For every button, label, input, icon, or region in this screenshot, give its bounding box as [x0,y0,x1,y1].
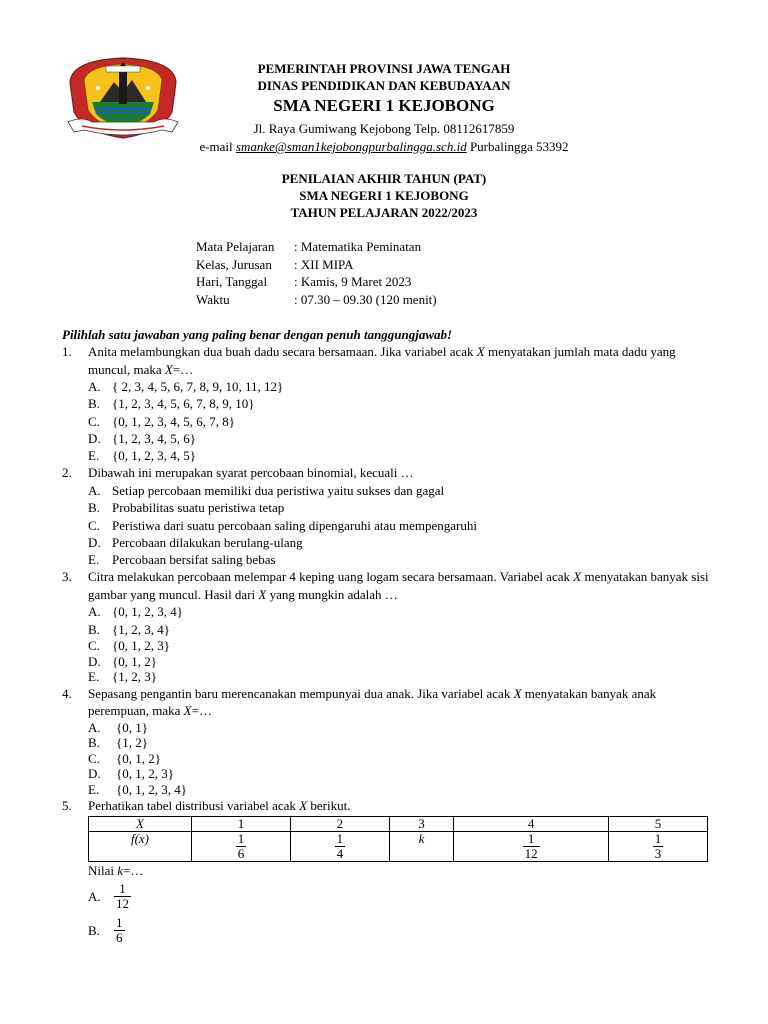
option-letter: B. [88,735,100,751]
numerator: 1 [237,830,245,846]
math-var: X [299,798,308,814]
department-line: DINAS PENDIDIKAN DAN KEBUDAYAAN [257,78,511,93]
table-cell [290,831,389,861]
table-row [89,831,708,861]
table-cell: 1 [192,816,291,831]
school-address: Jl. Raya Gumiwang Kejobong Telp. 08112617859 [253,121,515,136]
denominator: 6 [116,929,123,945]
question-stem [88,685,712,720]
option-text: {1, 2, 3, 4} [112,621,170,637]
stem-text: berikut. [307,798,351,814]
option-text: {0, 1, 2, 3, 4} [112,604,183,620]
stem-text: =… [123,862,144,878]
table-cell: 5 [609,816,708,831]
question-2 [62,464,712,568]
email-prefix: e-mail [199,139,236,154]
stem-text: yang mungkin adalah … [266,586,398,602]
option-text: {0, 1, 2, 3} [112,638,170,654]
math-var: X [513,685,522,701]
contact-line [150,138,618,155]
option-letter: A. [88,889,101,905]
numerator: 1 [336,830,344,846]
option-letter: A. [88,379,101,394]
option-letter: C. [88,517,100,533]
fraction [653,832,664,861]
option-letter: E. [88,448,100,464]
option-letter: A. [88,604,101,620]
stem-text: menyatakan jumlah mata dadu yang muncul, maka [88,344,676,377]
exam-title [150,170,618,221]
option-text: {1, 2} [116,735,148,751]
option-b[interactable] [88,735,712,751]
stem-text: =… [172,361,194,377]
option-c[interactable] [88,517,712,534]
info-value: : Kamis, 9 Maret 2023 [294,274,412,289]
option-a[interactable] [88,879,712,913]
question-followup [88,862,712,880]
table-cell [454,831,609,861]
option-letter: B. [88,923,100,939]
question-4 [62,685,712,798]
option-letter: A. [88,482,101,498]
question-number: 2. [62,465,72,481]
table-cell: 3 [389,816,454,831]
option-letter: B. [88,621,100,637]
option-e[interactable] [88,551,712,568]
stem-text: Citra melakukan percobaan melempar 4 keping uang logam secara bersamaan. Variabel acak [88,569,574,585]
info-value: : 07.30 – 09.30 (120 menit) [294,291,437,307]
info-row [196,291,437,309]
option-text: {1, 2, 3, 4, 5, 6} [112,430,196,446]
option-text: {1, 2, 3} [112,669,157,685]
exam-title-line-1: PENILAIAN AKHIR TAHUN (PAT) [281,171,487,186]
math-var: X [573,569,582,585]
stem-text: =… [191,703,212,719]
table-cell: 4 [454,816,609,831]
option-text: {0, 1, 2, 3, 4, 5, 6, 7, 8} [112,413,235,429]
stem-text: Perhatikan tabel distribusi variabel acak [88,798,300,814]
math-var: X [183,703,192,719]
distribution-table [88,816,708,862]
table-cell [389,831,454,861]
option-letter: A. [88,719,101,735]
option-b[interactable] [88,621,712,638]
option-text: {1, 2, 3, 4, 5, 6, 7, 8, 9, 10} [112,396,255,412]
fraction [114,882,131,911]
option-b[interactable] [88,395,712,412]
numerator: 1 [527,830,535,846]
city-postcode: Purbalingga 53392 [466,139,569,154]
option-b[interactable] [88,913,712,947]
info-value: : XII MIPA [294,256,354,272]
option-text: {0, 1} [116,719,148,735]
option-d[interactable] [88,654,712,670]
option-a[interactable] [88,603,712,620]
numerator: 1 [654,830,662,846]
info-row [196,238,437,256]
exam-title-line-3: TAHUN PELAJARAN 2022/2023 [290,205,478,220]
table-row [89,816,708,831]
question-stem [88,568,712,603]
option-a[interactable] [88,482,712,499]
letterhead [150,60,618,155]
question-stem [88,343,712,378]
numerator: 1 [116,914,123,930]
fraction [236,832,247,861]
option-letter: C. [88,750,100,766]
option-letter: D. [88,653,101,669]
option-b[interactable] [88,499,712,516]
option-text: {0, 1, 2, 3, 4} [116,781,187,797]
option-text: Probabilitas suatu peristiwa tetap [112,500,285,516]
question-number: 4. [62,685,72,701]
option-text: Peristiwa dari suatu percobaan saling dipengaruhi atau mempengaruhi [112,517,477,533]
question-stem [88,797,712,815]
question-number: 1. [62,344,72,359]
option-c[interactable] [88,413,712,430]
denominator: 6 [237,845,245,861]
option-d[interactable] [88,534,712,551]
question-stem: Dibawah ini merupakan syarat percobaan binomial, kecuali … [88,465,414,481]
table-cell: 2 [290,816,389,831]
denominator: 3 [654,845,662,861]
stem-text: menyatakan banyak anak perempuan, maka [88,685,657,719]
question-5 [62,797,712,947]
stem-text: Nilai [88,862,118,878]
info-label: Kelas, Jurusan [196,256,272,272]
option-a[interactable] [88,720,712,736]
stem-text: Anita melambungkan dua buah dadu secara bersamaan. Jika variabel acak [88,344,477,359]
question-list [62,343,712,947]
option-text: Percobaan bersifat saling bebas [112,552,276,568]
option-e[interactable] [88,447,712,464]
info-value: : Matematika Peminatan [294,239,422,254]
option-letter: B. [88,500,100,516]
instruction: Pilihlah satu jawaban yang paling benar dengan penuh tanggungjawab! [62,327,453,342]
option-text: { 2, 3, 4, 5, 6, 7, 8, 9, 10, 11, 12} [112,379,284,394]
option-text: {0, 1, 2} [112,653,157,669]
numerator: 1 [119,880,126,896]
email-link[interactable]: smanke@sman1kejobongpurbalingga.sch.id [235,139,467,154]
table-cell [609,831,708,861]
math-var: X [476,344,485,359]
info-row [196,256,437,274]
fraction [523,832,540,861]
option-letter: E. [88,669,100,685]
government-line: PEMERINTAH PROVINSI JAWA TENGAH [257,61,511,76]
math-var: k [117,862,124,878]
denominator: 12 [524,845,538,861]
question-number: 3. [62,569,72,585]
info-label: Mata Pelajaran [196,239,275,254]
option-text: Setiap percobaan memiliki dua peristiwa yaitu sukses dan gagal [112,482,445,498]
option-c[interactable] [88,751,712,767]
option-letter: C. [88,413,100,429]
info-label: Hari, Tanggal [196,274,268,289]
school-name: SMA NEGERI 1 KEJOBONG [273,96,495,115]
denominator: 4 [336,845,344,861]
option-text: {0, 1, 2, 3, 4, 5} [112,448,196,464]
option-letter: E. [88,552,100,568]
fraction [335,832,346,861]
option-text: {0, 1, 2, 3} [116,766,174,782]
info-row [196,273,437,291]
option-letter: D. [88,766,101,782]
stem-text: Sepasang pengantin baru merencanakan mempunyai dua anak. Jika variabel acak [88,685,514,701]
denominator: 12 [116,895,129,911]
math-var: k [418,830,425,846]
question-3 [62,568,712,684]
option-d[interactable] [88,430,712,447]
option-letter: C. [88,638,100,654]
option-text: {0, 1, 2} [116,750,161,766]
option-e[interactable] [88,669,712,685]
option-c[interactable] [88,638,712,654]
option-a[interactable] [88,378,712,395]
info-label: Waktu [196,291,230,307]
table-header-fx: f(x) [89,831,192,861]
exam-info [196,238,437,308]
stem-text: menyatakan banyak sisi gambar yang muncul. Hasil dari [88,569,709,602]
exam-title-line-2: SMA NEGERI 1 KEJOBONG [299,188,469,203]
math-var: X [258,586,267,602]
option-letter: D. [88,430,101,446]
option-letter: E. [88,781,100,797]
question-1 [62,343,712,464]
fraction [114,916,125,945]
table-cell [192,831,291,861]
table-header-x: X [89,816,192,831]
option-d[interactable] [88,766,712,782]
question-number: 5. [62,798,72,814]
option-letter: D. [88,534,101,550]
option-text: Percobaan dilakukan berulang-ulang [112,534,303,550]
option-e[interactable] [88,782,712,798]
option-letter: B. [88,396,100,412]
math-var: X [164,361,173,377]
